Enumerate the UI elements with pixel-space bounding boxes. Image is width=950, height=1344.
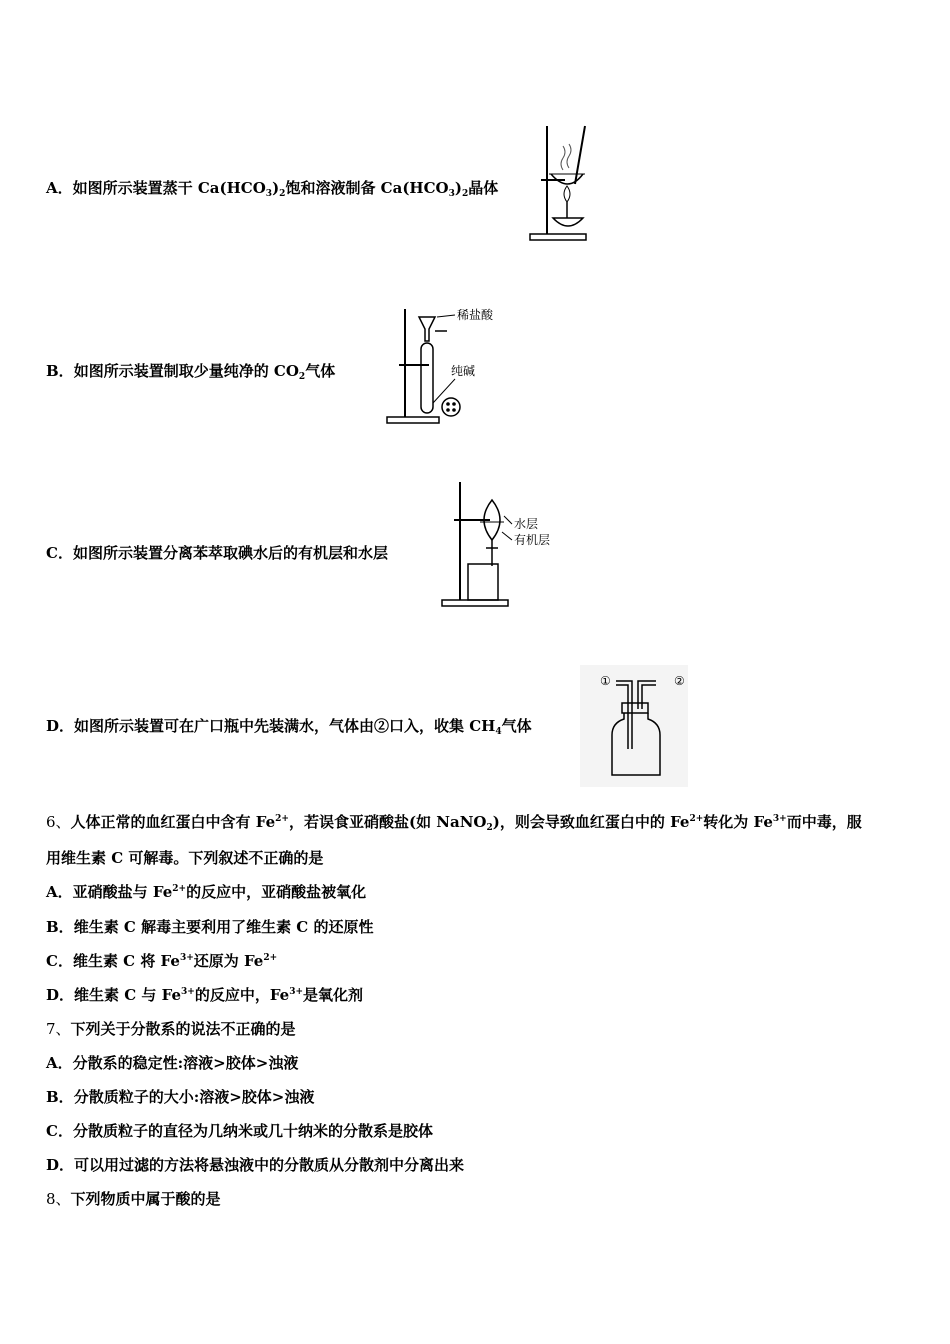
q8-stem: 8、下列物质中属于酸的是 — [46, 1190, 221, 1208]
q6-stem-line1: 6、人体正常的血红蛋白中含有 $Fe^{2+}$，若误食亚硝酸盐(如 NaNO$_2$)，则会导致血红蛋白中的 $Fe^{2+}$转化为 $Fe^{3+}$而中毒，服 — [46, 813, 862, 833]
q6-option-b: B．维生素 C 解毒主要利用了维生素 C 的还原性 — [46, 918, 374, 936]
q5-option-d: D．如图所示装置可在广口瓶中先装满水，气体由②口入，收集 $CH_4$气体 — [46, 717, 532, 737]
q7-option-a: A．分散系的稳定性:溶液>胶体>浊液 — [46, 1054, 299, 1072]
q6-option-a: A．亚硝酸盐与 $Fe^{2+}$的反应中，亚硝酸盐被氧化 — [46, 883, 367, 901]
evaporation-apparatus-figure — [527, 122, 589, 244]
port-1-label: ① — [600, 674, 611, 688]
label-soda-ash: 纯碱 — [451, 364, 476, 378]
q6-option-c: C．维生素 C 将 $Fe^{3+}$还原为 $Fe^{2+}$ — [46, 952, 278, 970]
wide-mouth-bottle-figure — [580, 665, 688, 787]
q6-stem-line2: 用维生素 C 可解毒。下列叙述不正确的是 — [46, 849, 324, 867]
co2-generation-figure — [385, 303, 505, 427]
q7-option-b: B．分散质粒子的大小:溶液>胶体>浊液 — [46, 1088, 315, 1106]
q7-option-d: D．可以用过滤的方法将悬浊液中的分散质从分散剂中分离出来 — [46, 1156, 465, 1174]
q5-option-b: B．如图所示装置制取少量纯净的 $CO_2$气体 — [46, 362, 336, 382]
q7-option-c: C．分散质粒子的直径为几纳米或几十纳米的分散系是胶体 — [46, 1122, 433, 1140]
q7-stem: 7、下列关于分散系的说法不正确的是 — [46, 1020, 296, 1038]
q5-option-a: A．如图所示装置蒸干 $Ca(HCO_3)_2$饱和溶液制备 $Ca(HCO_3)_2$晶体 — [46, 179, 499, 199]
port-2-label: ② — [674, 674, 685, 688]
q6-option-d: D．维生素 C 与 $Fe^{3+}$的反应中，$Fe^{3+}$是氧化剂 — [46, 986, 364, 1004]
label-organic-layer: 有机层 — [514, 533, 551, 547]
separatory-funnel-figure — [440, 480, 562, 610]
label-dilute-hcl: 稀盐酸 — [457, 308, 494, 322]
label-water-layer: 水层 — [514, 517, 539, 531]
q5-option-c: C．如图所示装置分离苯萃取碘水后的有机层和水层 — [46, 544, 388, 562]
